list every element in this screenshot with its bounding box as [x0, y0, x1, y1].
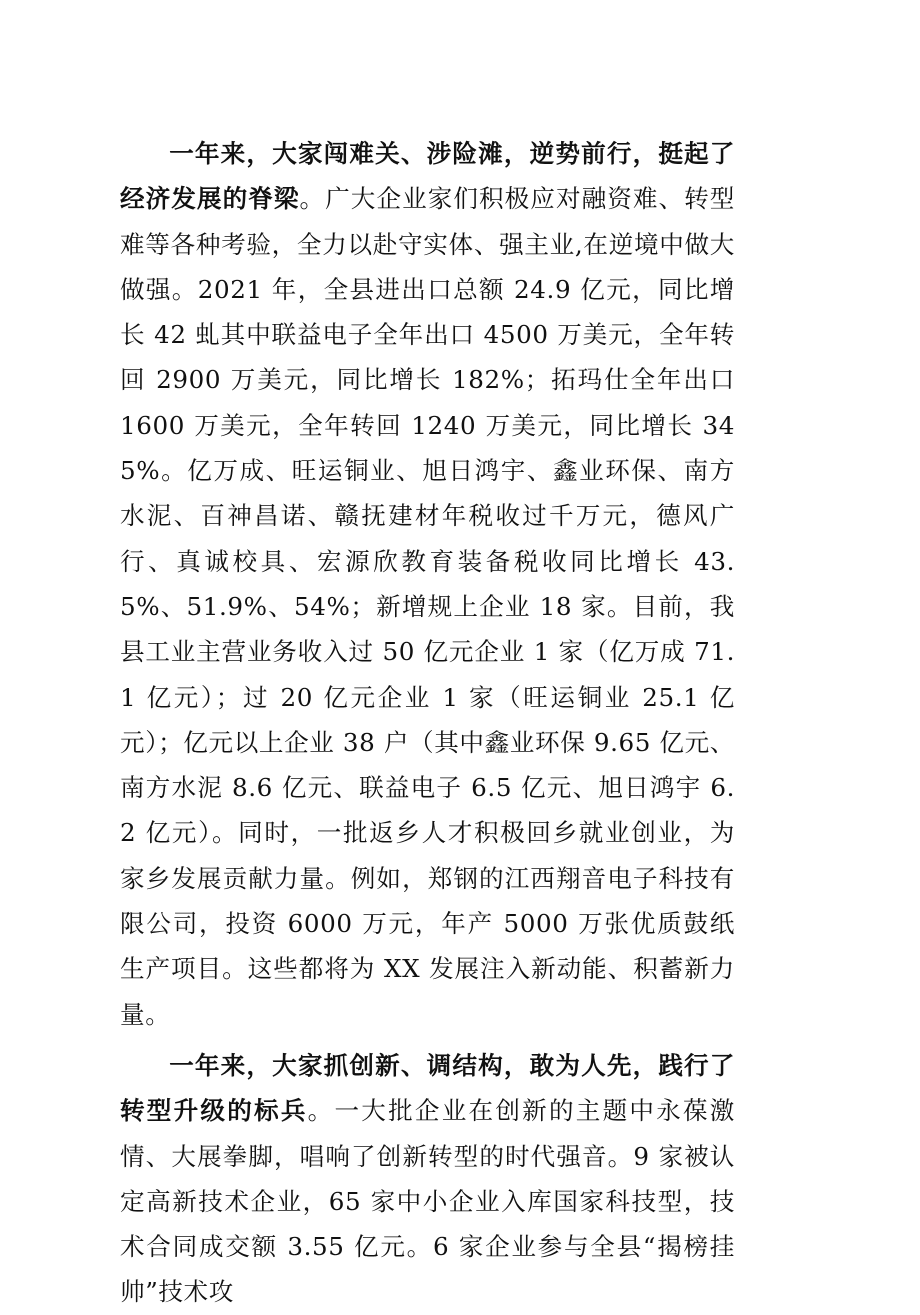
document-page	[120, 131, 735, 1315]
paragraph-body: 。一大批企业在创新的主题中永葆激情、大展拳脚，唱响了创新转型的时代强音。9 家被认定高新技术企业，65 家中小企业入库国家科技型，技术合同成交额 3.55 亿元。6 家企业参与全县“揭榜挂帅”技术攻	[120, 1096, 735, 1307]
paragraph-lead-bold: 一年来，大家抓创新、调结构，敢为人先，践行了转型升级的标兵	[120, 1050, 735, 1126]
paragraph-body: 。广大企业家们积极应对融资难、转型难等各种考验，全力以赴守实体、强主业,在逆境中做大做强。2021 年，全县进出口总额 24.9 亿元，同比增长 42 虬其中联益电子全年出口 4500 万美元，全年转回 2900 万美元，同比增长 182%；拓玛仕全年出口 1600 万美元，全年转回 1240 万美元，同比增长 345%。亿万成、旺运铜业、旭日鸿宇、鑫业环保、南方水泥、百神昌诺、赣抚建材年税收过千万元，德风广行、真诚校具、宏源欣教育装备税收同比增长 43.5%、51.9%、54%；新增规上企业 18 家。目前，我县工业主营业务收入过 50 亿元企业 1 家（亿万成 71.1 亿元）；过 20 亿元企业 1 家（旺运铜业 25.1 亿元）；亿元以上企业 38 户（其中鑫业环保 9.65 亿元、南方水泥 8.6 亿元、联益电子 6.5 亿元、旭日鸿宇 6.2 亿元）。同时，一批返乡人才积极回乡就业创业，为家乡发展贡献力量。例如，郑钢的江西翔音电子科技有限公司，投资 6000 万元，年产 5000 万张优质鼓纸生产项目。这些都将为 XX 发展注入新动能、积蓄新力量。	[120, 184, 736, 1029]
paragraph-economic-development	[120, 131, 735, 1037]
paragraph-lead-bold: 一年来，大家闯难关、涉险滩，逆势前行，挺起了经济发展的脊梁	[120, 139, 735, 214]
paragraph-transformation	[120, 1043, 735, 1315]
